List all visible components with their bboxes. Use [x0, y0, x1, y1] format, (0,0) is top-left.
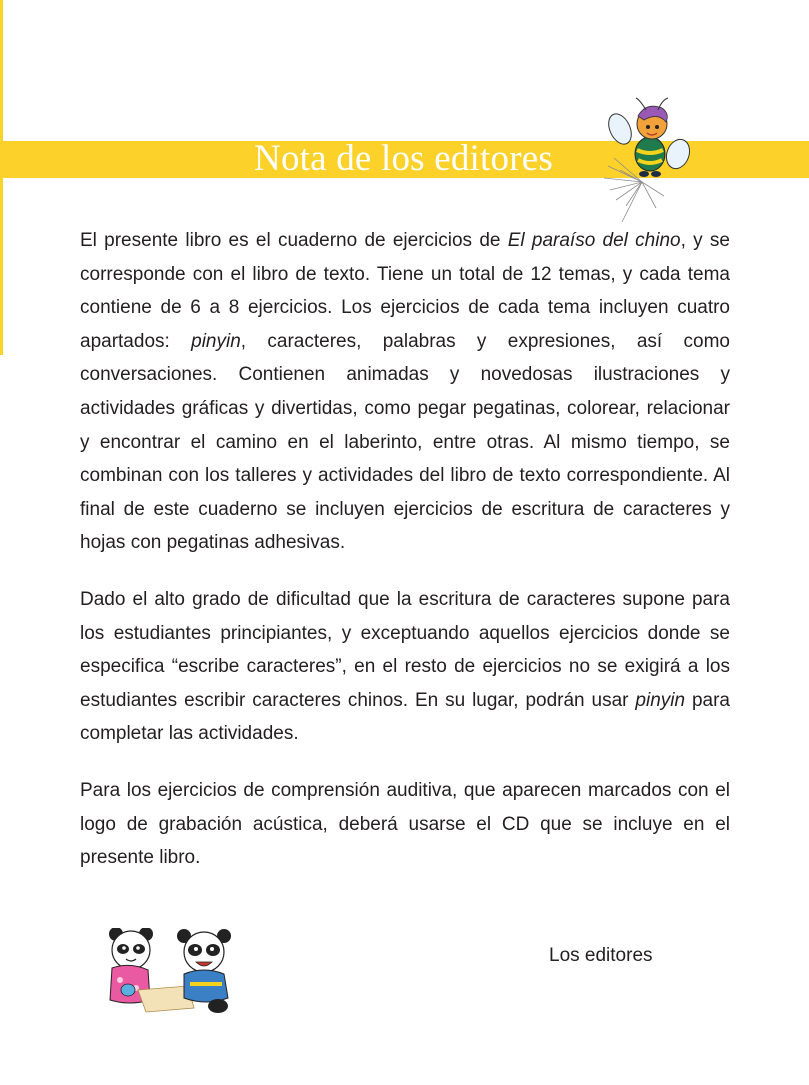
text-segment: El presente libro es el cuaderno de ejercicios de: [80, 230, 508, 251]
page-title-text: Nota de los editores: [254, 138, 553, 179]
editors-note-body: [80, 224, 730, 875]
paragraph-1: [80, 224, 730, 560]
paragraph-2: [80, 583, 730, 751]
pandas-illustration: [96, 928, 246, 1016]
text-segment: , y se corresponde con el libro de texto. Tiene un total de 12 temas, y cada tema contiene de 6 a 8 ejercicios. Los ejercicios de cada tema incluyen cuatro apartados:: [80, 230, 730, 352]
text-segment: Dado el alto grado de dificultad que la escritura de caracteres supone para los estudiantes principiantes, y exceptuando aquellos ejercicios donde se especifica “escribe caracteres”, en el resto de ejercicios no se exigirá a los estudiantes escribir caracteres chinos. En su lugar, podrán usar: [80, 588, 730, 711]
italic-term: El paraíso del chino: [507, 230, 681, 251]
italic-term: pinyin: [191, 330, 241, 352]
text-segment: , caracteres, palabras y expresiones, así como conversaciones. Contienen animadas y novedosas ilustraciones y actividades gráficas y divertidas, como pegar pegatinas, colorear, relacionar y encontrar el camino en el laberinto, entre otras. Al mismo tiempo, se combinan con los talleres y actividades del libro de texto correspondiente. Al final de este cuaderno se incluyen ejercicios de escritura de caracteres y hojas con pegatinas adhesivas.: [80, 330, 730, 554]
italic-term: pinyin: [635, 689, 686, 711]
signature: Los editores: [549, 945, 653, 966]
text-segment: Para los ejercicios de comprensión auditiva, que aparecen marcados con el logo de grabación acústica, deberá usarse el CD que se incluye en el presente libro.: [80, 779, 730, 869]
bee-dandelion-illustration: [600, 96, 700, 226]
bee: [604, 98, 693, 177]
text-segment: para completar las actividades.: [80, 689, 730, 745]
paragraph-3: [80, 774, 730, 875]
